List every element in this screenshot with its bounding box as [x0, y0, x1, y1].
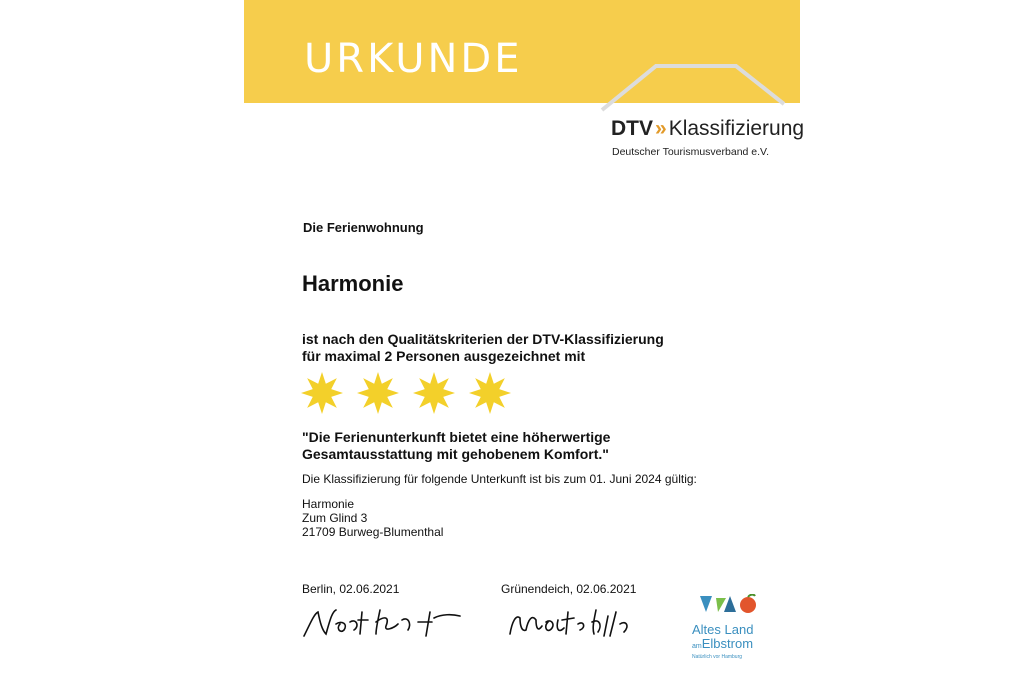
- star-icon: [468, 371, 512, 415]
- dtv-logo-abbr: DTV: [611, 117, 653, 140]
- logo-tagline: Natürlich vor Hamburg: [692, 654, 743, 660]
- certificate-sheet: [244, 0, 805, 683]
- star-icon: [356, 371, 400, 415]
- address-name: Harmonie: [302, 497, 355, 511]
- signature-place-date-2: Grünendeich, 02.06.2021: [501, 582, 637, 596]
- quote-line-1: "Die Ferienunterkunft bietet eine höherwertige: [302, 429, 611, 445]
- address-city: 21709 Burweg-Blumenthal: [302, 525, 444, 539]
- signature-1: [302, 602, 472, 642]
- quote-line-2: Gesamtausstattung mit gehobenem Komfort.": [302, 446, 609, 462]
- validity-text: Die Klassifizierung für folgende Unterkunft ist bis zum 01. Juni 2024 gültig:: [302, 472, 697, 486]
- logo-am: am: [692, 643, 702, 650]
- star-icon: [300, 371, 344, 415]
- dtv-subtitle: Deutscher Tourismusverband e.V.: [612, 146, 770, 158]
- altes-land-emblem-icon: [692, 594, 762, 618]
- dtv-logo-text: Klassifizierung: [668, 117, 805, 140]
- altes-land-logo: [692, 594, 772, 660]
- logo-line-1: Altes Land: [692, 622, 754, 637]
- property-name: Harmonie: [302, 271, 404, 296]
- dtv-logo: [611, 117, 804, 141]
- dtv-arrows-icon: »: [655, 117, 667, 140]
- criteria-line-2: für maximal 2 Personen ausgezeichnet mit: [302, 348, 586, 364]
- criteria-line-1: ist nach den Qualitätskriterien der DTV-Klassifizierung: [302, 331, 664, 347]
- star-rating: [300, 371, 512, 415]
- signature-place-date-1: Berlin, 02.06.2021: [302, 582, 400, 596]
- star-icon: [412, 371, 456, 415]
- certificate-title: URKUNDE: [304, 36, 523, 82]
- address-street: Zum Glind 3: [302, 511, 368, 525]
- signature-2: [506, 604, 636, 642]
- intro-text: Die Ferienwohnung: [303, 220, 424, 235]
- roof-outline-icon: [584, 60, 804, 120]
- logo-line-2: Elbstrom: [701, 636, 754, 651]
